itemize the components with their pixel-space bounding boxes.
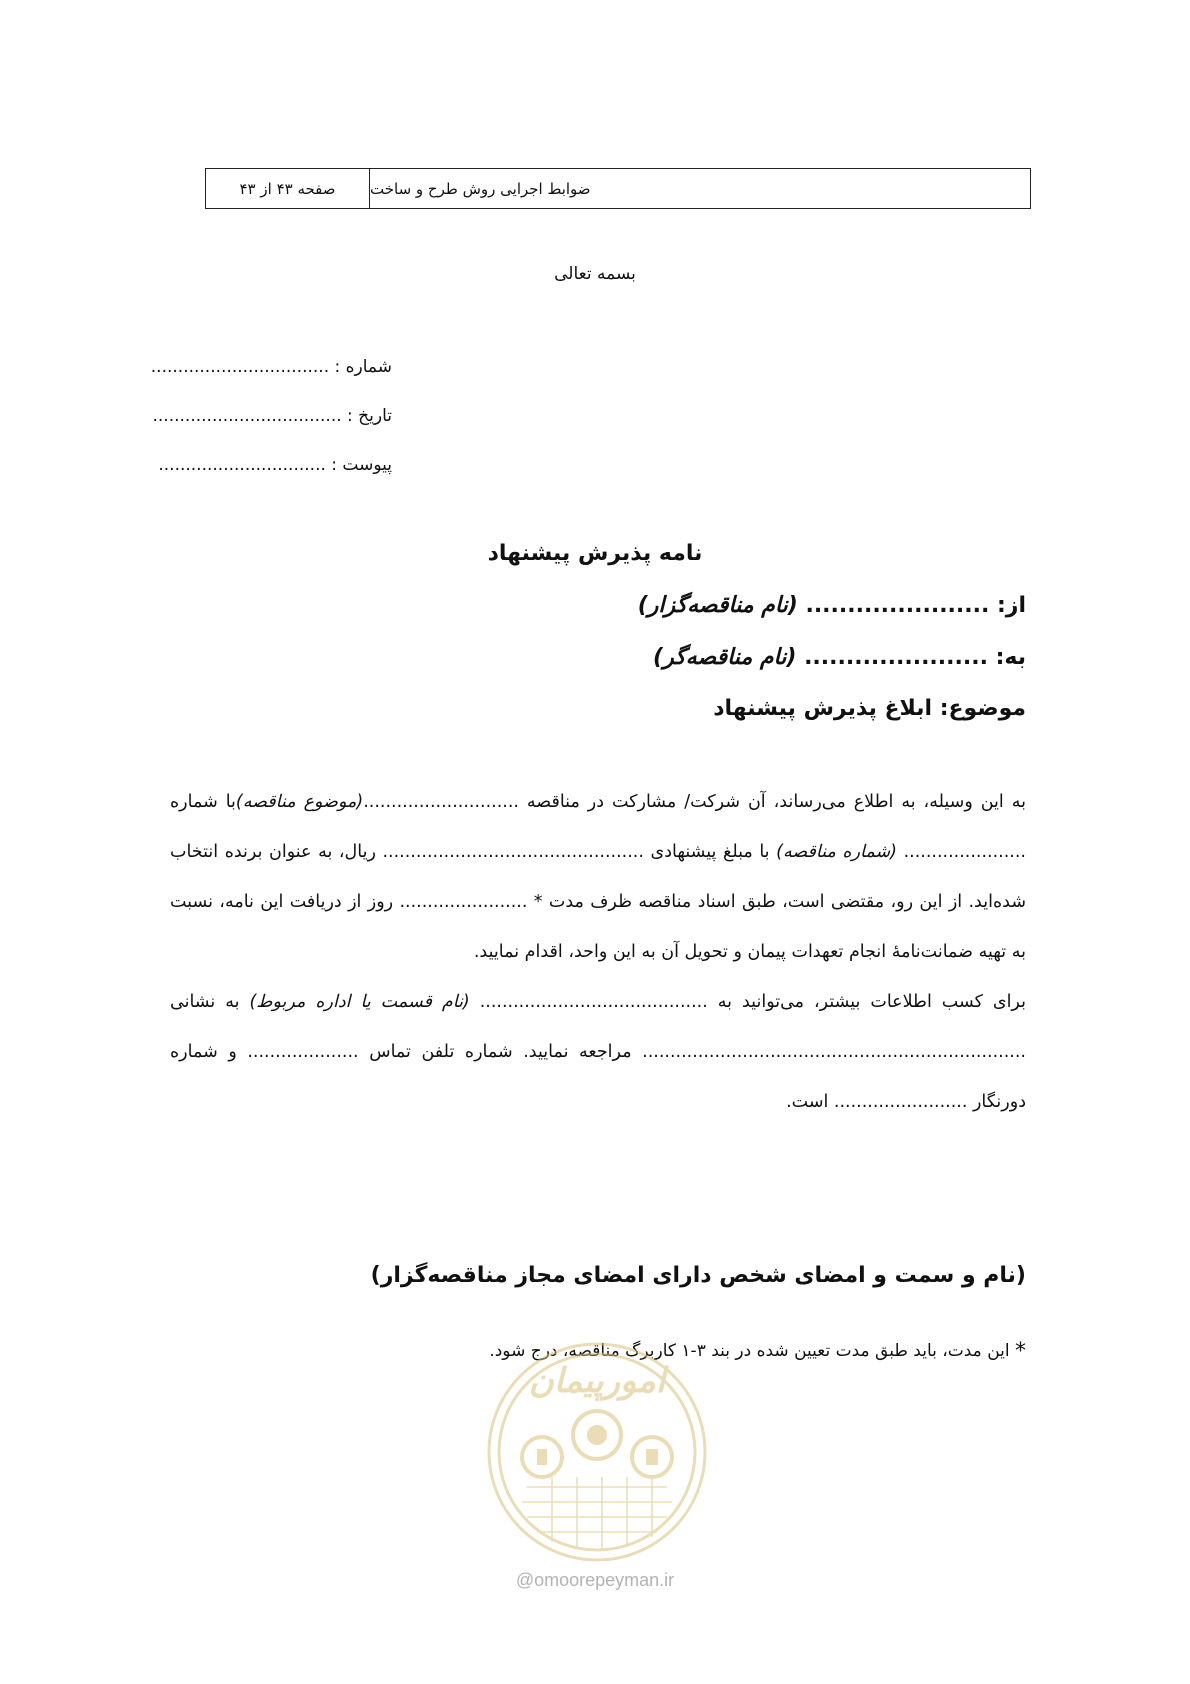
signature-line: (نام و سمت و امضای شخص دارای امضای مجاز مناقصه‌گزار): [370, 1263, 1026, 1288]
p2-text-a: برای کسب اطلاعات بیشتر، می‌توانید به .........................................: [479, 992, 1026, 1012]
from-line: [638, 593, 1026, 618]
subject-line: موضوع: ابلاغ پذیرش پیشنهاد: [713, 696, 1026, 721]
p2-text-c: به نشانی ..................................................................... مراجعه نمایید. شماره تلفن تماس .................... و شماره دورنگار ........................ است.: [170, 992, 1026, 1112]
watermark-url: @omoorepeyman.ir: [515, 1570, 675, 1590]
watermark-logo: [482, 1337, 712, 1567]
number-field: شماره : .................................: [150, 357, 392, 377]
to-hint: (نام مناقصه‌گر): [653, 645, 797, 670]
from-label: از: ......................: [805, 593, 1026, 618]
letter-title: نامه پذیرش پیشنهاد: [487, 541, 703, 566]
p2-hint-dept: (نام قسمت یا اداره مربوط): [249, 992, 470, 1012]
attachment-field: پیوست : ...............................: [158, 455, 392, 475]
body-paragraph-1: [170, 777, 1026, 977]
page-header-box: [205, 168, 1031, 209]
date-field: تاریخ : ...................................: [152, 406, 392, 426]
page-number: صفحه ۴۳ از ۴۳: [206, 169, 370, 208]
invocation-text: بسمه تعالی: [554, 264, 636, 284]
p1-hint-subject: (موضوع مناقصه): [235, 792, 364, 812]
p1-hint-number: (شماره مناقصه): [776, 842, 897, 862]
watermark-brand: امورپیمان: [528, 1361, 666, 1401]
body-paragraph-2: [170, 977, 1026, 1127]
from-hint: (نام مناقصه‌گزار): [637, 593, 798, 618]
footnote-text: این مدت، باید طبق مدت تعیین شده در بند ۳-۱ کاربرگ مناقصه، درج شود.: [489, 1341, 1010, 1361]
footnote-star: *: [1015, 1339, 1026, 1364]
to-label: به: ......................: [804, 645, 1026, 670]
document-title: ضوابط اجرایی روش طرح و ساخت: [370, 179, 591, 198]
p1-text-c: با شماره ......................: [170, 792, 1026, 862]
to-line: [653, 645, 1026, 670]
p1-text-a: به این وسیله، به اطلاع می‌رساند، آن شرکت/ مشارکت در مناقصه ............................: [363, 792, 1026, 812]
p1-text-e: با مبلغ پیشنهادی ............................................... ریال، به عنوان برنده انتخاب شده‌اید. از این رو، مقتضی است، طبق اسناد مناقصه ظرف مدت * ....................... روز از دریافت این نامه، نسبت به تهیه ضمانت‌نامهٔ انجام تعهدات پیمان و تحویل آن به این واحد، اقدام نمایید.: [170, 842, 1026, 962]
